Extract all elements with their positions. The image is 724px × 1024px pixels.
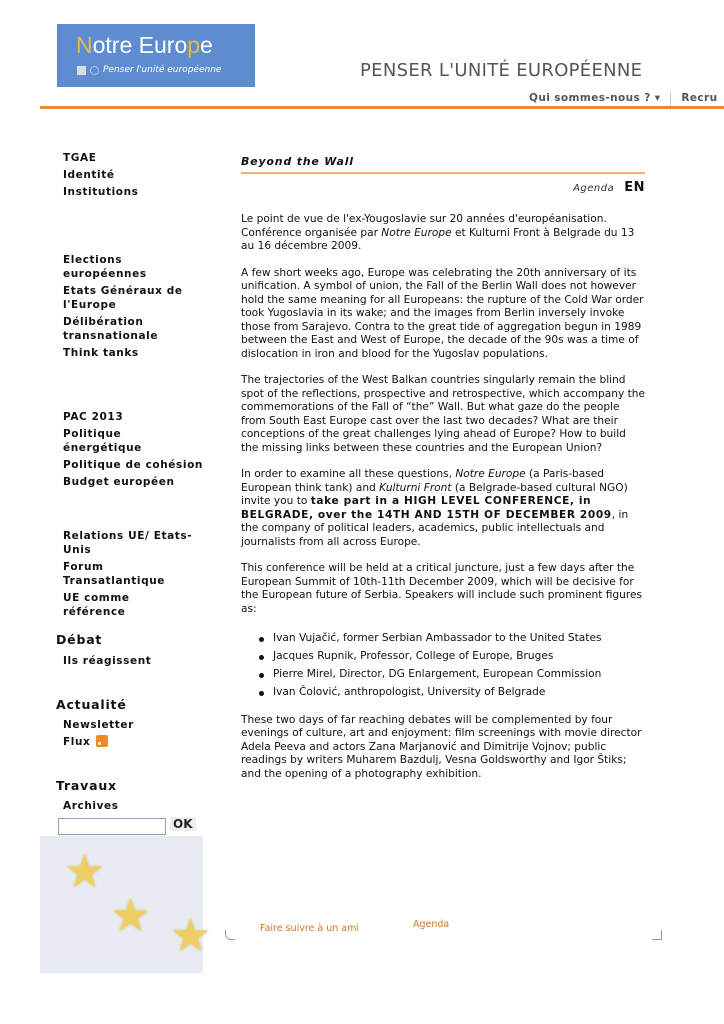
sidebar-item[interactable]: Identité — [63, 169, 115, 181]
sidebar-heading-travaux: Travaux — [56, 778, 117, 793]
top-nav — [529, 92, 718, 106]
book-icon — [77, 66, 86, 75]
sidebar-item[interactable]: Politique de cohésion — [63, 459, 203, 471]
sidebar-item[interactable]: Newsletter — [63, 719, 134, 731]
search-ok-button[interactable]: OK — [170, 817, 196, 831]
logo-tagline: Penser l'unité européenne — [77, 65, 221, 75]
sidebar-group-3 — [63, 410, 203, 492]
box-corner — [225, 930, 235, 940]
sidebar-item[interactable]: PAC 2013 — [63, 411, 124, 423]
article-body — [241, 213, 645, 781]
flux-label: Flux — [63, 736, 91, 748]
archives-search-input[interactable] — [58, 818, 166, 835]
paragraph: The trajectories of the West Balkan countries singularly remain the blind spot of the reflections, prospective and retrospective, which accompany the commemorations of the Fall of “the” Wall. But what gaze do the people from South East Europe cast over the last two decades? What are their conceptions of the great challenges lying ahead of Europe? How to build the missing links between these countries and the European Union? — [241, 374, 645, 454]
sidebar-heading-debat: Débat — [56, 632, 103, 647]
paragraph: This conference will be held at a critical juncture, just a few days after the European Summit of 10th-11th December 2009, which will be decisive for the European future of Serbia. Speakers will include such prominent figures as: — [241, 562, 643, 615]
nav-recrutement[interactable]: Recru — [681, 92, 718, 104]
sidebar-item[interactable]: UE comme référence — [63, 592, 130, 618]
stars-ring-icon — [90, 66, 99, 75]
list-item: Ivan Čolović, anthropologist, University of Belgrade — [259, 686, 645, 700]
paragraph: A few short weeks ago, Europe was celebrating the 20th anniversary of its unification. A symbol of union, the Fall of the Berlin Wall does not however hold the same meaning for all Europeans: the rupture of the Cold War order took Yugoslavia in its wake; and the images from Berlin inversely invoke those from Sarajevo. Contra to the great tide of aggregation begun in 1989 between the East and West of Europe, the decade of the 90s was a time of dislocation in iron and blood for the Yugoslav populations. — [241, 266, 644, 360]
sidebar-item[interactable]: Ils réagissent — [63, 655, 152, 667]
sidebar-group-actualite — [63, 718, 203, 752]
rss-icon[interactable] — [96, 735, 108, 747]
sidebar-item[interactable]: Budget européen — [63, 476, 175, 488]
sidebar-group-1 — [63, 151, 203, 202]
paragraph: These two days of far reaching debates will be complemented by four evenings of culture, art and enjoyment: film screenings with movie director Adela Peeva and actors Zana Marjanović and Dimitrije Vojnov; public readings by writers Muharem Bazdulj, Vesna Goldsworthy and Igor Štiks; and the opening of a photography exhibition. — [241, 713, 642, 780]
sidebar-group-2 — [63, 253, 188, 363]
article-title: Beyond the Wall — [241, 155, 645, 174]
article — [241, 155, 645, 794]
sidebar-item[interactable]: Etats Généraux de l'Europe — [63, 285, 183, 311]
star-icon: ★ — [64, 844, 106, 898]
sidebar-item[interactable]: Think tanks — [63, 347, 139, 359]
list-item: Pierre Mirel, Director, DG Enlargement, European Commission — [259, 668, 645, 682]
eu-stars-image — [40, 836, 212, 973]
logo-name: Notre Europe — [76, 32, 213, 58]
box-corner — [652, 930, 662, 940]
sidebar-item[interactable]: TGAE — [63, 152, 97, 164]
speakers-list — [259, 632, 645, 700]
sidebar-group-4 — [63, 529, 193, 622]
sidebar-item[interactable]: Relations UE/ Etats-Unis — [63, 530, 193, 556]
site-title: PENSER L'UNITÉ EUROPÉENNE — [360, 60, 643, 81]
sidebar-group-debat — [63, 654, 203, 671]
star-icon: ★ — [170, 908, 212, 962]
category-link[interactable]: Agenda — [573, 183, 615, 194]
notre-europe-logo[interactable] — [57, 24, 255, 87]
intro-paragraph: Le point de vue de l'ex-Yougoslavie sur 20 années d'européanisation. Conférence organisée par Notre Europe et Kulturni Front à Belgrade du 13 au 16 décembre 2009. — [241, 213, 635, 252]
language-badge[interactable]: EN — [624, 180, 645, 195]
sidebar-item[interactable]: Délibération transnationale — [63, 316, 159, 342]
sidebar-group-travaux — [63, 799, 203, 816]
sidebar-item[interactable]: Archives — [63, 800, 119, 812]
agenda-link[interactable]: Agenda — [413, 919, 450, 930]
list-item: Jacques Rupnik, Professor, College of Europe, Bruges — [259, 650, 645, 664]
star-icon: ★ — [110, 888, 152, 942]
sidebar-item[interactable]: Elections européennes — [63, 254, 147, 280]
nav-qui-sommes-nous[interactable]: Qui sommes-nous ? ▾ — [529, 92, 661, 104]
forward-to-friend-link[interactable]: Faire suivre à un ami — [260, 923, 360, 934]
sidebar-item[interactable]: Institutions — [63, 186, 139, 198]
sidebar-item[interactable]: Forum Transatlantique — [63, 561, 165, 587]
header-divider — [40, 106, 724, 109]
nav-divider — [670, 92, 671, 106]
paragraph: In order to examine all these questions, Notre Europe (a Paris-based European think tank) and Kulturni Front (a Belgrade-based cultural NGO) invite you to take part in a HIGH LEVEL CONFERENCE, in BELGRADE, over the 14TH AND 15TH OF DECEMBER 2009, in the company of political leaders, academics, public intellectuals and journalists from all across Europe. — [241, 468, 629, 548]
sidebar-item-flux[interactable] — [63, 735, 203, 749]
sidebar-heading-actualite: Actualité — [56, 697, 127, 712]
sidebar-item[interactable]: Politique énergétique — [63, 428, 142, 454]
article-meta — [241, 180, 645, 195]
list-item: Ivan Vujačić, former Serbian Ambassador to the United States — [259, 632, 645, 646]
